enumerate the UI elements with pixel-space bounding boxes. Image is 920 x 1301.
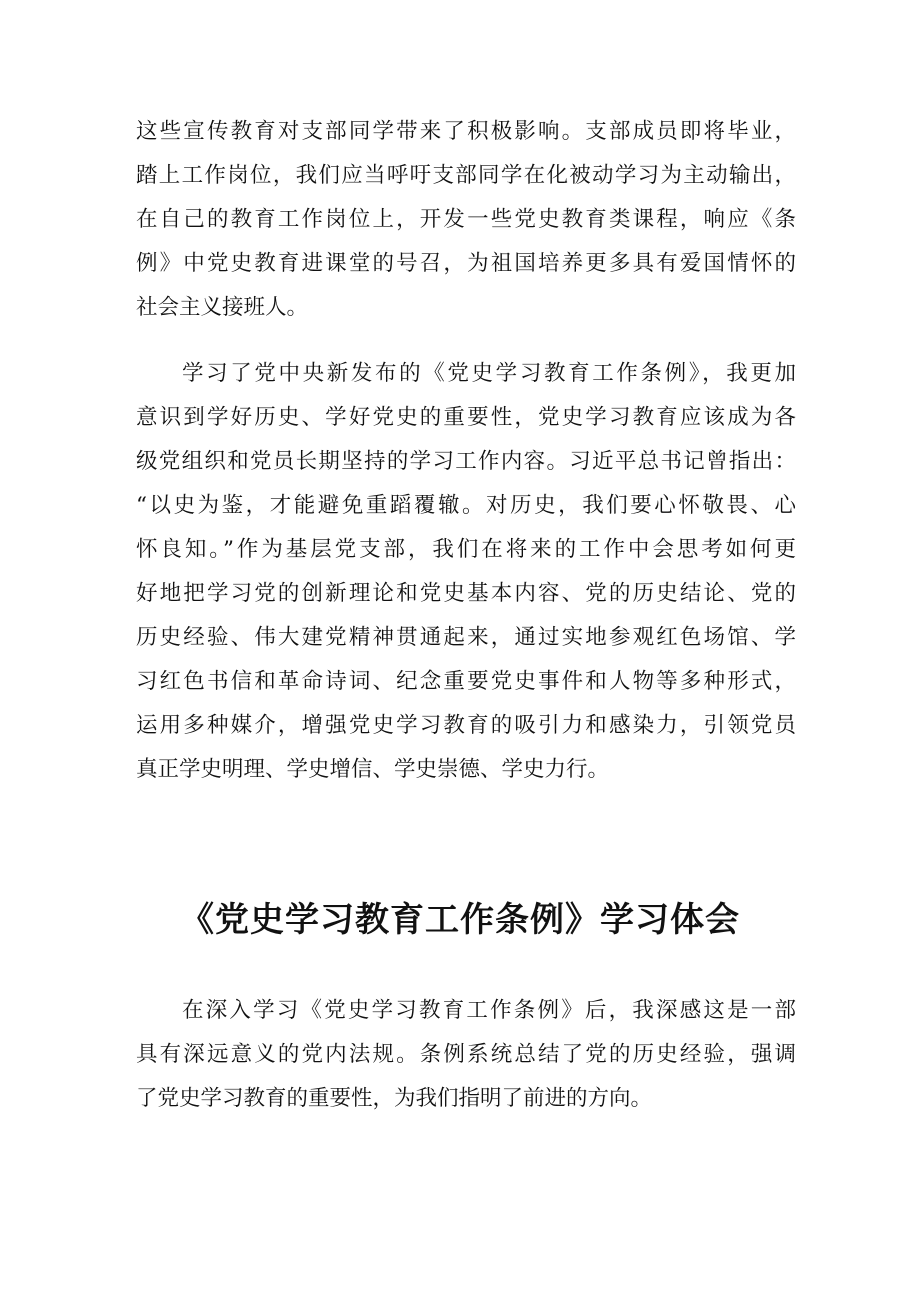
paragraph-line: “以史为鉴，才能避免重蹈覆辙。对历史，我们要心怀敬畏、心 <box>136 493 796 518</box>
paragraph-line: 具有深远意义的党内法规。条例系统总结了党的历史经验，强调 <box>136 1042 796 1067</box>
paragraph-line: 意识到学好历史、学好党史的重要性，党史学习教育应该成为各 <box>136 405 796 430</box>
paragraph-line: 习红色书信和革命诗词、纪念重要党史事件和人物等多种形式， <box>136 669 796 694</box>
paragraph-line: 级党组织和党员长期坚持的学习工作内容。习近平总书记曾指出： <box>136 449 796 474</box>
paragraph-line: 例》中党史教育进课堂的号召，为祖国培养更多具有爱国情怀的 <box>136 251 796 276</box>
paragraph-line: 学习了党中央新发布的《党史学习教育工作条例》，我更加 <box>182 361 796 386</box>
paragraph-line: 社会主义接班人。 <box>136 295 309 320</box>
paragraph-3 <box>136 995 796 1127</box>
paragraph-line: 真正学史明理、学史增信、学史崇德、学史力行。 <box>136 757 610 782</box>
paragraph-line: 了党史学习教育的重要性，为我们指明了前进的方向。 <box>136 1086 653 1111</box>
paragraph-line: 历史经验、伟大建党精神贯通起来，通过实地参观红色场馆、学 <box>136 625 796 650</box>
paragraph-line: 在自己的教育工作岗位上，开发一些党史教育类课程，响应《条 <box>136 207 796 232</box>
paragraph-line: 在深入学习《党史学习教育工作条例》后，我深感这是一部 <box>182 998 796 1023</box>
paragraph-line: 运用多种媒介，增强党史学习教育的吸引力和感染力，引领党员 <box>136 713 796 738</box>
paragraph-line: 好地把学习党的创新理论和党史基本内容、党的历史结论、党的 <box>136 581 796 606</box>
paragraph-line: 怀良知。”作为基层党支部，我们在将来的工作中会思考如何更 <box>136 537 796 562</box>
section-title: 《党史学习教育工作条例》学习体会 <box>180 900 740 940</box>
paragraph-line: 这些宣传教育对支部同学带来了积极影响。支部成员即将毕业， <box>136 119 796 144</box>
paragraph-line: 踏上工作岗位，我们应当呼吁支部同学在化被动学习为主动输出， <box>136 163 796 188</box>
paragraph-2 <box>136 358 796 798</box>
paragraph-1 <box>136 116 796 336</box>
